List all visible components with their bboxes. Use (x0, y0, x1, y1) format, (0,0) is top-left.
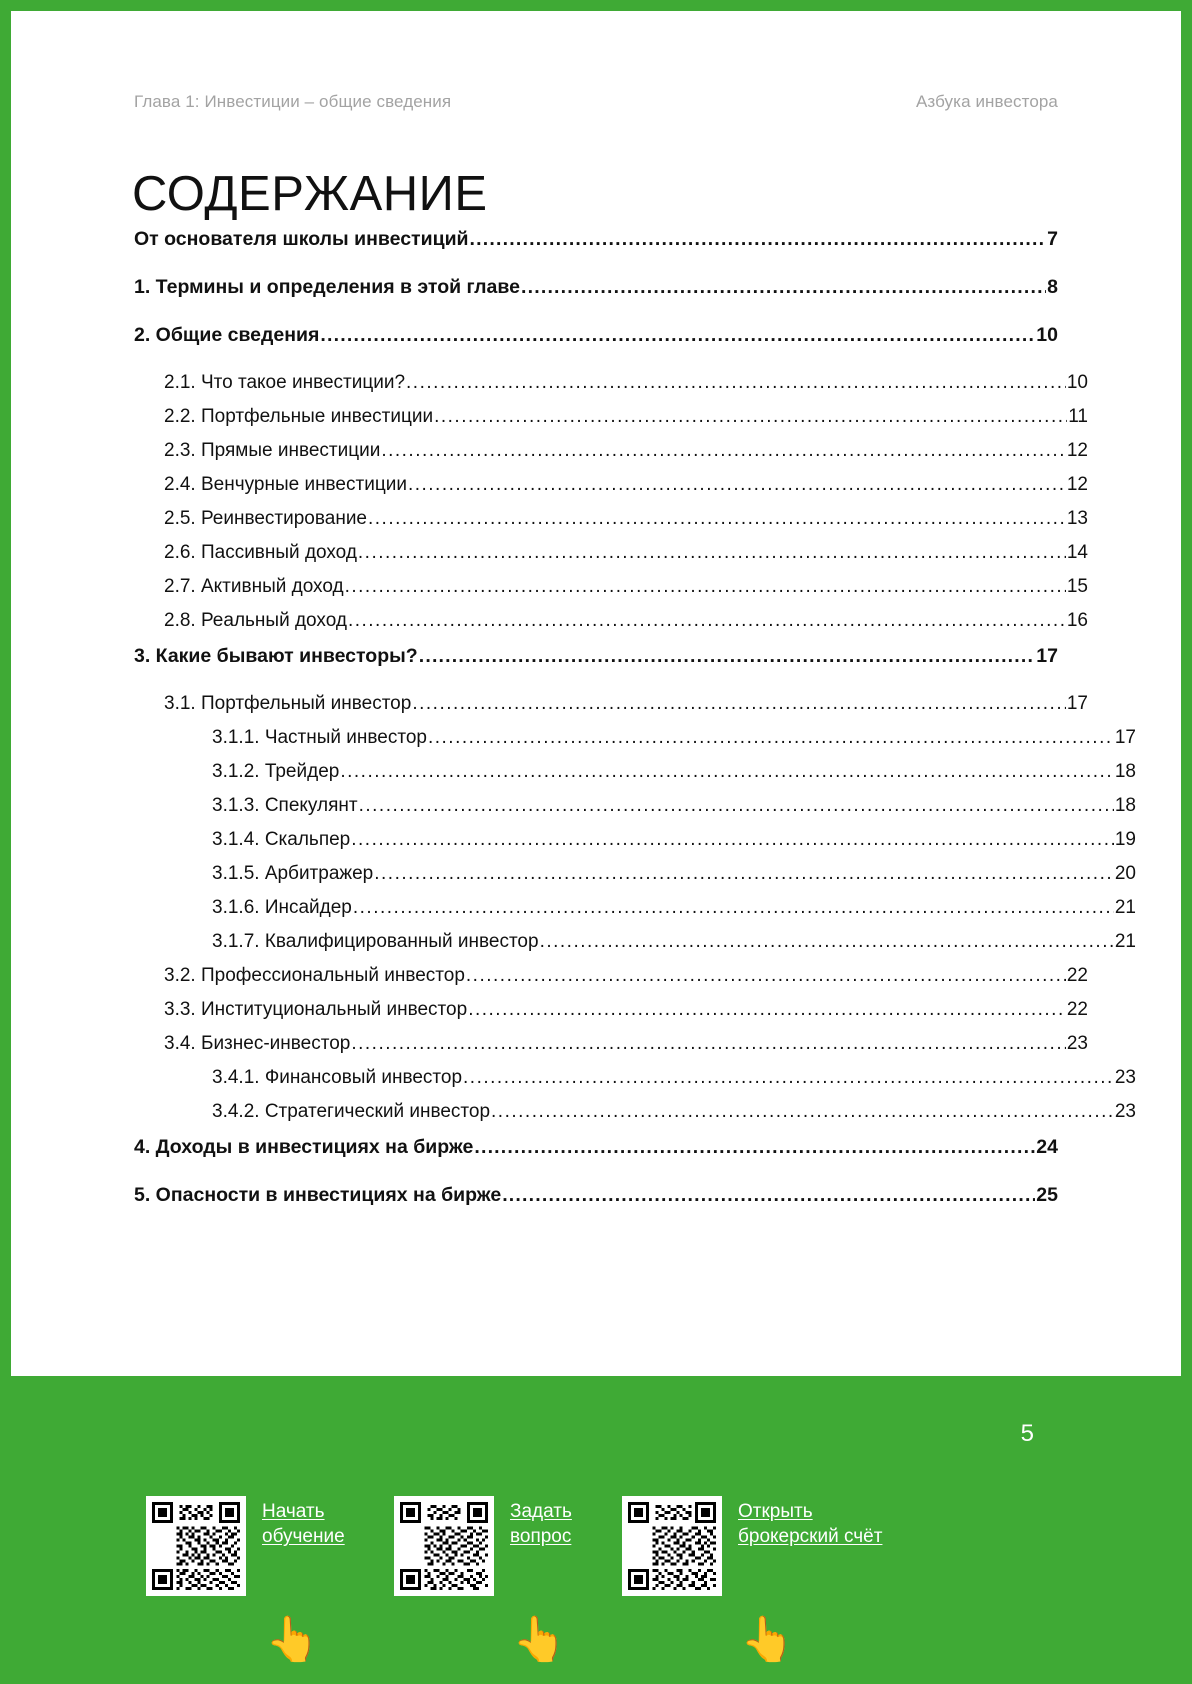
toc-entry[interactable] (134, 474, 1088, 496)
running-head-left: Глава 1: Инвестиции – общие сведения (134, 92, 452, 111)
toc-entry[interactable] (134, 542, 1088, 564)
cta-label[interactable] (510, 1496, 572, 1550)
toc-leader-dots (358, 542, 1066, 564)
pointing-hand-icon: 👆 (512, 1615, 567, 1664)
table-of-contents (134, 228, 1136, 1232)
toc-entry-label: 3. Какие бывают инвесторы? (134, 645, 418, 667)
toc-entry-label: 3.1.3. Спекулянт (212, 795, 358, 816)
toc-leader-dots (374, 863, 1114, 885)
toc-entry-label: 2.7. Активный доход (164, 576, 344, 597)
toc-entry-page: 12 (1066, 440, 1088, 461)
toc-leader-dots (419, 645, 1036, 668)
toc-leader-dots (359, 795, 1114, 817)
toc-leader-dots (408, 474, 1066, 496)
qr-code-icon[interactable] (394, 1496, 494, 1596)
toc-leader-dots (345, 576, 1066, 598)
footer-content (0, 1376, 1192, 1684)
toc-leader-dots (381, 440, 1066, 462)
toc-entry-page: 7 (1047, 228, 1058, 250)
toc-entry[interactable] (134, 610, 1088, 632)
toc-entry-page: 17 (1114, 727, 1136, 748)
toc-leader-dots (470, 228, 1047, 251)
toc-entry-label: 3.3. Институциональный инвестор (164, 999, 468, 1020)
toc-entry[interactable] (134, 276, 1058, 299)
toc-entry[interactable] (134, 228, 1058, 251)
toc-entry-page: 16 (1066, 610, 1088, 631)
toc-entry[interactable] (134, 897, 1136, 919)
running-head (134, 92, 1058, 112)
toc-leader-dots (412, 693, 1066, 715)
toc-leader-dots (320, 324, 1035, 347)
cta-label-line1: Начать (262, 1501, 325, 1522)
toc-entry[interactable] (134, 372, 1088, 394)
toc-entry[interactable] (134, 727, 1136, 749)
toc-entry[interactable] (134, 931, 1136, 953)
toc-leader-dots (468, 999, 1066, 1021)
toc-leader-dots (502, 1184, 1035, 1207)
toc-entry[interactable] (134, 863, 1136, 885)
toc-entry-label: От основателя школы инвестиций (134, 228, 469, 250)
toc-entry-label: 2.6. Пассивный доход (164, 542, 357, 563)
toc-leader-dots (351, 829, 1114, 851)
cta-label-line2: брокерский счёт (738, 1526, 883, 1548)
toc-leader-dots (340, 761, 1114, 783)
running-head-right: Азбука инвестора (915, 92, 1058, 111)
toc-leader-dots (474, 1136, 1035, 1159)
toc-entry-label: 1. Термины и определения в этой главе (134, 276, 520, 298)
toc-entry-page: 21 (1114, 897, 1136, 918)
pointing-hand-icon: 👆 (265, 1615, 320, 1664)
toc-entry-page: 17 (1066, 693, 1088, 714)
toc-entry-label: 3.1.2. Трейдер (212, 761, 340, 782)
toc-entry-page: 13 (1066, 508, 1088, 529)
toc-entry-label: 3.1.7. Квалифицированный инвестор (212, 931, 539, 952)
toc-entry-page: 11 (1068, 406, 1088, 427)
toc-entry-page: 15 (1066, 576, 1088, 597)
toc-entry-label: 2.1. Что такое инвестиции? (164, 372, 406, 393)
toc-leader-dots (368, 508, 1066, 530)
toc-entry-page: 17 (1036, 645, 1058, 667)
toc-leader-dots (428, 727, 1114, 749)
toc-entry-page: 18 (1114, 761, 1136, 782)
toc-entry[interactable] (134, 1184, 1058, 1207)
cta-start-learning[interactable] (146, 1496, 345, 1596)
qr-code-icon[interactable] (622, 1496, 722, 1596)
toc-entry-label: 3.1.5. Арбитражер (212, 863, 374, 884)
toc-entry-label: 2.3. Прямые инвестиции (164, 440, 381, 461)
toc-entry-label: 2. Общие сведения (134, 324, 320, 346)
toc-entry-page: 10 (1036, 324, 1058, 346)
toc-entry-label: 3.2. Профессиональный инвестор (164, 965, 465, 986)
toc-entry-page: 14 (1066, 542, 1088, 563)
cta-label[interactable] (262, 1496, 345, 1550)
toc-leader-dots (466, 965, 1066, 987)
toc-entry[interactable] (134, 406, 1088, 428)
toc-entry-label: 3.1.4. Скальпер (212, 829, 351, 850)
toc-entry-label: 2.4. Венчурные инвестиции (164, 474, 407, 495)
top-accent-bar (0, 0, 1192, 11)
cta-label-line2: вопрос (510, 1526, 572, 1548)
toc-leader-dots (406, 372, 1066, 394)
toc-entry-label: 4. Доходы в инвестициях на бирже (134, 1136, 474, 1158)
toc-entry[interactable] (134, 508, 1088, 530)
pointing-hand-icon: 👆 (740, 1615, 795, 1664)
toc-entry-page: 23 (1114, 1101, 1136, 1122)
toc-entry-page: 23 (1066, 1033, 1088, 1054)
cta-label[interactable] (738, 1496, 882, 1550)
toc-entry-label: 3.4.2. Стратегический инвестор (212, 1101, 491, 1122)
toc-entry-page: 22 (1066, 999, 1088, 1020)
toc-entry-page: 8 (1047, 276, 1058, 298)
toc-entry[interactable] (134, 1101, 1136, 1123)
cta-ask-question[interactable] (394, 1496, 572, 1596)
toc-entry-page: 25 (1036, 1184, 1058, 1206)
toc-entry-label: 3.4. Бизнес-инвестор (164, 1033, 351, 1054)
toc-leader-dots (353, 897, 1114, 919)
toc-entry-page: 24 (1036, 1136, 1058, 1158)
toc-leader-dots (521, 276, 1046, 299)
toc-entry-label: 3.4.1. Финансовый инвестор (212, 1067, 463, 1088)
toc-entry-page: 22 (1066, 965, 1088, 986)
toc-entry[interactable] (134, 324, 1058, 347)
page-number: 5 (1020, 1420, 1034, 1447)
toc-entry[interactable] (134, 645, 1058, 668)
toc-entry-page: 10 (1066, 372, 1088, 393)
toc-leader-dots (351, 1033, 1066, 1055)
toc-entry[interactable] (134, 761, 1136, 783)
toc-entry-page: 21 (1114, 931, 1136, 952)
toc-entry-page: 19 (1114, 829, 1136, 850)
toc-entry[interactable] (134, 1033, 1088, 1055)
toc-entry-page: 12 (1066, 474, 1088, 495)
toc-entry-label: 2.2. Портфельные инвестиции (164, 406, 434, 427)
toc-entry[interactable] (134, 965, 1088, 987)
toc-entry[interactable] (134, 999, 1088, 1021)
cta-label-line1: Открыть (738, 1501, 813, 1522)
toc-leader-dots (434, 406, 1067, 428)
toc-entry[interactable] (134, 1136, 1058, 1159)
toc-leader-dots (540, 931, 1114, 953)
page-title: СОДЕРЖАНИЕ (132, 166, 488, 221)
toc-entry[interactable] (134, 829, 1136, 851)
toc-leader-dots (463, 1067, 1114, 1089)
cta-open-brokerage-account[interactable] (622, 1496, 882, 1596)
toc-entry-label: 3.1.1. Частный инвестор (212, 727, 427, 748)
toc-entry-page: 20 (1114, 863, 1136, 884)
toc-entry-page: 18 (1114, 795, 1136, 816)
toc-entry-label: 2.5. Реинвестирование (164, 508, 367, 529)
toc-entry[interactable] (134, 693, 1088, 715)
toc-entry[interactable] (134, 440, 1088, 462)
toc-entry[interactable] (134, 576, 1088, 598)
toc-entry-label: 3.1. Портфельный инвестор (164, 693, 412, 714)
cta-label-line2: обучение (262, 1526, 345, 1548)
toc-leader-dots (348, 610, 1066, 632)
toc-entry[interactable] (134, 795, 1136, 817)
toc-entry-label: 5. Опасности в инвестициях на бирже (134, 1184, 502, 1206)
toc-entry-page: 23 (1114, 1067, 1136, 1088)
cta-label-line1: Задать (510, 1501, 572, 1522)
toc-entry-label: 2.8. Реальный доход (164, 610, 347, 631)
qr-code-icon[interactable] (146, 1496, 246, 1596)
toc-entry-label: 3.1.6. Инсайдер (212, 897, 352, 918)
toc-leader-dots (491, 1101, 1114, 1123)
toc-entry[interactable] (134, 1067, 1136, 1089)
